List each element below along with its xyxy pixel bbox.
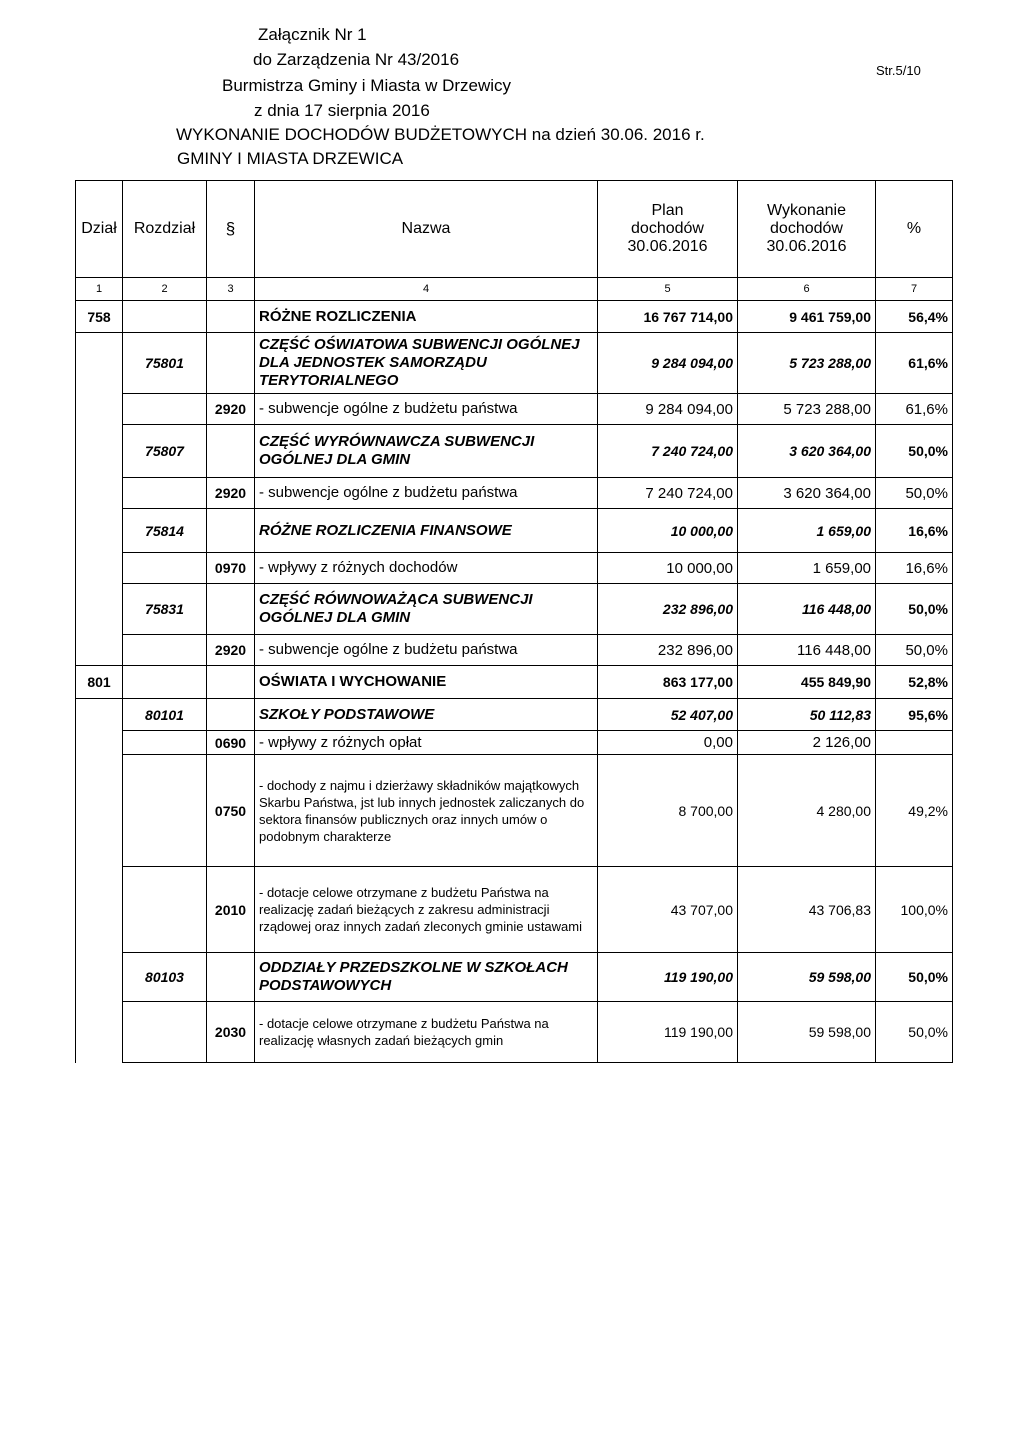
cell-procent: 16,6% <box>876 509 953 553</box>
table-row <box>76 584 953 635</box>
col-header-wykonanie-line: Wykonanie <box>766 202 846 219</box>
cell-wykonanie: 3 620 364,00 <box>738 425 876 478</box>
cell-paragraf: 2920 <box>207 394 255 425</box>
cell-plan: 10 000,00 <box>598 509 738 553</box>
table-row <box>76 478 953 509</box>
cell-plan: 0,00 <box>598 731 738 755</box>
cell-rozdzial <box>123 301 207 333</box>
table-row <box>76 553 953 584</box>
table-row <box>76 635 953 666</box>
header-date: z dnia 17 sierpnia 2016 <box>254 101 430 120</box>
cell-procent: 50,0% <box>876 1002 953 1063</box>
cell-plan: 232 896,00 <box>598 635 738 666</box>
cell-dzial <box>76 755 123 867</box>
cell-procent: 50,0% <box>876 425 953 478</box>
table-row <box>76 953 953 1002</box>
cell-dzial: 801 <box>76 666 123 699</box>
column-number: 1 <box>76 278 123 301</box>
column-number-row <box>76 278 953 301</box>
cell-dzial <box>76 731 123 755</box>
cell-dzial <box>76 953 123 1002</box>
header-report-title: WYKONANIE DOCHODÓW BUDŻETOWYCH na dzień 30.06. 2016 r. <box>176 125 705 144</box>
cell-wykonanie: 116 448,00 <box>738 635 876 666</box>
cell-dzial <box>76 394 123 425</box>
cell-paragraf <box>207 301 255 333</box>
cell-nazwa: - subwencje ogólne z budżetu państwa <box>255 635 598 666</box>
cell-dzial <box>76 425 123 478</box>
table-row <box>76 755 953 867</box>
table-row <box>76 1002 953 1063</box>
cell-procent: 50,0% <box>876 635 953 666</box>
col-header-plan <box>598 181 738 278</box>
cell-wykonanie: 9 461 759,00 <box>738 301 876 333</box>
cell-wykonanie: 455 849,90 <box>738 666 876 699</box>
table-row <box>76 666 953 699</box>
table-row <box>76 699 953 731</box>
cell-dzial <box>76 509 123 553</box>
cell-paragraf: 2030 <box>207 1002 255 1063</box>
cell-nazwa: ODDZIAŁY PRZEDSZKOLNE W SZKOŁACH PODSTAWOWYCH <box>255 953 598 1002</box>
cell-dzial <box>76 553 123 584</box>
cell-nazwa: - dotacje celowe otrzymane z budżetu Państwa na realizację zadań bieżących z zakresu administracji rządowej oraz innych zadań zleconych gminie ustawami <box>255 867 598 953</box>
cell-procent: 49,2% <box>876 755 953 867</box>
cell-nazwa: - subwencje ogólne z budżetu państwa <box>255 394 598 425</box>
col-header-dzial: Dział <box>76 181 123 278</box>
header-issuer: Burmistrza Gminy i Miasta w Drzewicy <box>222 76 512 95</box>
cell-plan: 9 284 094,00 <box>598 333 738 394</box>
table-body <box>76 181 953 1063</box>
cell-dzial <box>76 584 123 635</box>
cell-plan: 43 707,00 <box>598 867 738 953</box>
col-header-wykonanie <box>738 181 876 278</box>
column-number: 3 <box>207 278 255 301</box>
cell-nazwa: - dotacje celowe otrzymane z budżetu Państwa na realizację własnych zadań bieżących gmin <box>255 1002 598 1063</box>
cell-rozdzial <box>123 635 207 666</box>
table-row <box>76 394 953 425</box>
col-header-plan-line: Plan <box>651 202 684 219</box>
cell-nazwa: RÓŻNE ROZLICZENIA FINANSOWE <box>255 509 598 553</box>
cell-paragraf <box>207 666 255 699</box>
table-row <box>76 867 953 953</box>
cell-wykonanie: 3 620 364,00 <box>738 478 876 509</box>
cell-wykonanie: 1 659,00 <box>738 509 876 553</box>
cell-procent: 61,6% <box>876 394 953 425</box>
col-header-procent: % <box>876 181 953 278</box>
cell-procent: 100,0% <box>876 867 953 953</box>
col-header-plan-line: dochodów <box>631 220 704 237</box>
cell-procent: 16,6% <box>876 553 953 584</box>
cell-procent: 50,0% <box>876 478 953 509</box>
cell-dzial <box>76 635 123 666</box>
cell-paragraf: 0970 <box>207 553 255 584</box>
page-number: Str.5/10 <box>876 63 921 78</box>
cell-nazwa: - wpływy z różnych dochodów <box>255 553 598 584</box>
cell-paragraf <box>207 953 255 1002</box>
col-header-wykonanie-line: dochodów <box>770 220 843 237</box>
cell-paragraf <box>207 509 255 553</box>
col-header-paragraf <box>207 181 255 278</box>
cell-nazwa: CZĘŚĆ WYRÓWNAWCZA SUBWENCJI OGÓLNEJ DLA GMIN <box>255 425 598 478</box>
cell-rozdzial: 75807 <box>123 425 207 478</box>
cell-nazwa: - wpływy z różnych opłat <box>255 731 598 755</box>
cell-plan: 9 284 094,00 <box>598 394 738 425</box>
cell-dzial: 758 <box>76 301 123 333</box>
table-row <box>76 333 953 394</box>
cell-wykonanie: 5 723 288,00 <box>738 333 876 394</box>
table-header-row <box>76 181 953 278</box>
column-number: 2 <box>123 278 207 301</box>
cell-plan: 232 896,00 <box>598 584 738 635</box>
cell-dzial <box>76 699 123 731</box>
col-header-wykonanie-line: 30.06.2016 <box>766 238 847 255</box>
cell-wykonanie: 59 598,00 <box>738 953 876 1002</box>
cell-dzial <box>76 867 123 953</box>
cell-plan: 119 190,00 <box>598 1002 738 1063</box>
cell-paragraf <box>207 425 255 478</box>
cell-wykonanie: 2 126,00 <box>738 731 876 755</box>
cell-wykonanie: 43 706,83 <box>738 867 876 953</box>
cell-procent: 52,8% <box>876 666 953 699</box>
cell-paragraf: 0690 <box>207 731 255 755</box>
cell-wykonanie: 59 598,00 <box>738 1002 876 1063</box>
table-row <box>76 731 953 755</box>
cell-dzial <box>76 333 123 394</box>
cell-nazwa: - dochody z najmu i dzierżawy składników majątkowych Skarbu Państwa, jst lub innych jednostek zaliczanych do sektora finansów publicznych oraz innych umów o podobnym charakterze <box>255 755 598 867</box>
cell-paragraf: 2010 <box>207 867 255 953</box>
cell-plan: 863 177,00 <box>598 666 738 699</box>
cell-paragraf: 0750 <box>207 755 255 867</box>
paragraph-symbol: § <box>225 219 236 238</box>
cell-wykonanie: 116 448,00 <box>738 584 876 635</box>
cell-nazwa: OŚWIATA I WYCHOWANIE <box>255 666 598 699</box>
cell-rozdzial: 75801 <box>123 333 207 394</box>
table-row <box>76 509 953 553</box>
cell-plan: 8 700,00 <box>598 755 738 867</box>
cell-rozdzial <box>123 867 207 953</box>
column-number: 4 <box>255 278 598 301</box>
cell-rozdzial <box>123 394 207 425</box>
cell-rozdzial: 80103 <box>123 953 207 1002</box>
cell-dzial <box>76 478 123 509</box>
cell-wykonanie: 5 723 288,00 <box>738 394 876 425</box>
col-header-rozdzial: Rozdział <box>123 181 207 278</box>
cell-nazwa: CZĘŚĆ RÓWNOWAŻĄCA SUBWENCJI OGÓLNEJ DLA GMIN <box>255 584 598 635</box>
cell-procent: 50,0% <box>876 584 953 635</box>
cell-nazwa: CZĘŚĆ OŚWIATOWA SUBWENCJI OGÓLNEJ DLA JEDNOSTEK SAMORZĄDU TERYTORIALNEGO <box>255 333 598 394</box>
cell-plan: 7 240 724,00 <box>598 478 738 509</box>
header-order-number: do Zarządzenia Nr 43/2016 <box>253 50 460 69</box>
cell-nazwa: - subwencje ogólne z budżetu państwa <box>255 478 598 509</box>
header-attachment-title: Załącznik Nr 1 <box>258 25 367 44</box>
column-number: 6 <box>738 278 876 301</box>
cell-paragraf <box>207 584 255 635</box>
cell-nazwa: SZKOŁY PODSTAWOWE <box>255 699 598 731</box>
cell-procent: 50,0% <box>876 953 953 1002</box>
cell-procent: 95,6% <box>876 699 953 731</box>
cell-dzial <box>76 1002 123 1063</box>
cell-rozdzial: 75831 <box>123 584 207 635</box>
cell-paragraf <box>207 699 255 731</box>
cell-paragraf: 2920 <box>207 635 255 666</box>
cell-rozdzial <box>123 553 207 584</box>
cell-procent <box>876 731 953 755</box>
cell-paragraf: 2920 <box>207 478 255 509</box>
cell-nazwa: RÓŻNE ROZLICZENIA <box>255 301 598 333</box>
cell-plan: 52 407,00 <box>598 699 738 731</box>
col-header-plan-line: 30.06.2016 <box>627 238 708 255</box>
cell-paragraf <box>207 333 255 394</box>
cell-procent: 56,4% <box>876 301 953 333</box>
cell-rozdzial: 75814 <box>123 509 207 553</box>
cell-wykonanie: 1 659,00 <box>738 553 876 584</box>
cell-rozdzial <box>123 1002 207 1063</box>
cell-plan: 10 000,00 <box>598 553 738 584</box>
cell-plan: 119 190,00 <box>598 953 738 1002</box>
revenue-table <box>75 180 953 1063</box>
cell-plan: 16 767 714,00 <box>598 301 738 333</box>
cell-wykonanie: 50 112,83 <box>738 699 876 731</box>
column-number: 7 <box>876 278 953 301</box>
cell-procent: 61,6% <box>876 333 953 394</box>
column-number: 5 <box>598 278 738 301</box>
cell-plan: 7 240 724,00 <box>598 425 738 478</box>
cell-rozdzial <box>123 478 207 509</box>
cell-rozdzial <box>123 755 207 867</box>
table-row <box>76 301 953 333</box>
cell-rozdzial <box>123 666 207 699</box>
header-municipality: GMINY I MIASTA DRZEWICA <box>177 149 404 168</box>
col-header-nazwa: Nazwa <box>255 181 598 278</box>
cell-rozdzial <box>123 731 207 755</box>
cell-rozdzial: 80101 <box>123 699 207 731</box>
table-row <box>76 425 953 478</box>
cell-wykonanie: 4 280,00 <box>738 755 876 867</box>
